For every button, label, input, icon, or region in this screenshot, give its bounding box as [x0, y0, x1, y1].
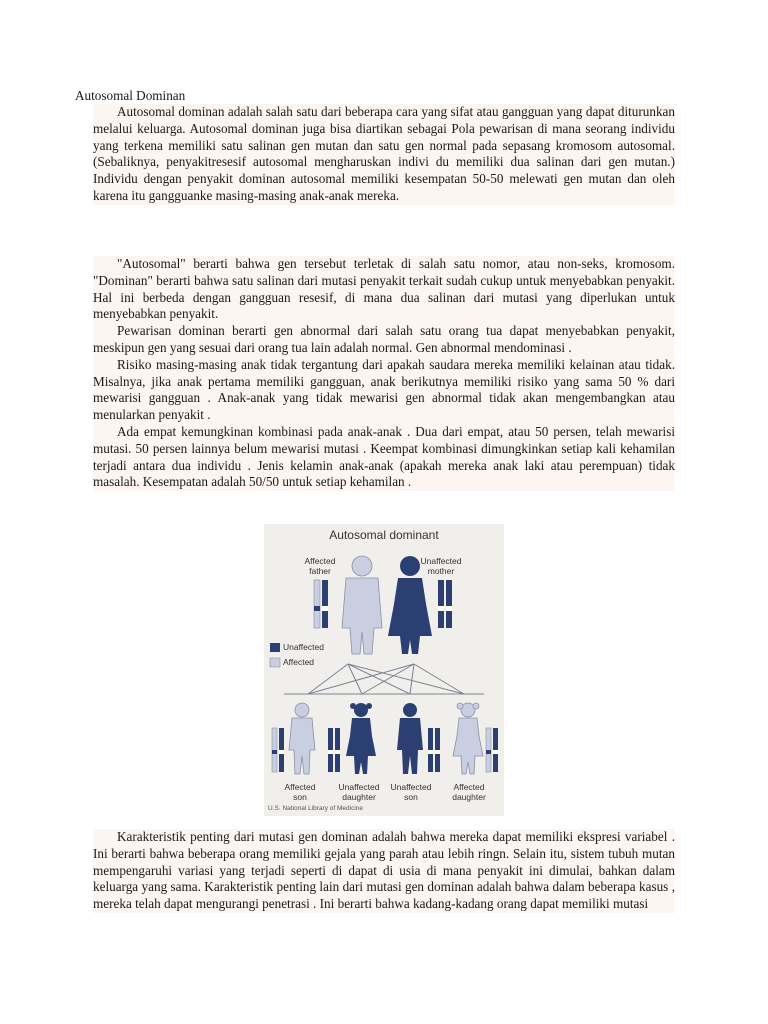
child-label-line1: Affected: [284, 782, 316, 792]
father-label-line2: father: [309, 566, 331, 576]
legend-swatch-affected: [270, 658, 280, 667]
father-label: [300, 556, 340, 576]
unaffected-son-chromosomes: [428, 728, 440, 772]
autosomal-dominant-figure: [264, 524, 504, 816]
child-label-line2: son: [404, 792, 418, 802]
paragraph: Karakteristik penting dari mutasi gen dominan adalah bahwa mereka dapat memiliki ekspresi variabel . Ini berarti bahwa beberapa orang memiliki gejala yang parah atau lebih ringn. Selain itu, sistem tubuh mutan mempengaruhi variasi yang terjadi seperti di dapat di usia di mana penyakit ini dimulai, bahkan dalam keluarga yang sama. Karakteristik penting lain dari mutasi gen dominan adalah bahwa dalam beberapa kasus , mereka telah dapat mengurangi penetrasi . Ini berarti bahwa kadang-kadang orang dapat memiliki mutasi: [93, 829, 675, 912]
child-label-affected-daughter: [444, 782, 494, 802]
child-label-line1: Unaffected: [338, 782, 380, 792]
paragraph: Risiko masing-masing anak tidak tergantung dari apakah saudara mereka memiliki kelainan atau tidak. Misalnya, jika anak pertama memiliki gangguan, anak berikutnya memiliki risiko yang sama 50 % dari mewarisi gangguan . Anak-anak yang tidak mewarisi gen abnormal tidak akan mengembangkan atau menularkan penyakit .: [93, 356, 675, 423]
affected-daughter-figure: [453, 703, 483, 774]
mother-label-line2: mother: [427, 566, 455, 576]
legend-swatch-unaffected: [270, 643, 280, 652]
father-chromosomes: [314, 580, 328, 628]
paragraph: "Autosomal" berarti bahwa gen tersebut terletak di salah satu nomor, atau non-seks, kromosom. "Dominan" berarti bahwa satu salinan dari mutasi penyakit terkait sudah cukup untuk menyebabkan penyakit. Hal ini berbeda dengan gangguan resesif, di mana dua salinan dari mutasi yang diperlukan untuk menyebabkan penyakit.: [93, 256, 675, 322]
paragraph: Pewarisan dominan berarti gen abnormal dari salah satu orang tua dapat menyebabkan penyakit, meskipun gen yang sesuai dari orang tua lain adalah normal. Gen abnormal mendominasi .: [93, 323, 675, 355]
unaffected-daughter-figure: [346, 703, 376, 774]
unaffected-son-figure: [397, 703, 423, 774]
text-block-characteristics: [93, 829, 675, 913]
legend-label-unaffected: Unaffected: [283, 642, 324, 652]
child-label-line2: daughter: [342, 792, 376, 802]
affected-father-figure: [342, 556, 382, 654]
child-label-line1: Unaffected: [390, 782, 432, 792]
son-chromosomes: [272, 728, 284, 772]
legend-label-affected: Affected: [283, 657, 315, 667]
paragraph: Autosomal dominan adalah salah satu dari beberapa cara yang sifat atau gangguan yang dapat diturunkan melalui keluarga. Autosomal dominan juga bisa diartikan sebagai Pola pewarisan di mana seorang individu yang terkena memiliki satu salinan gen mutan dan satu gen normal pada sepasang kromosom autosomal. (Sebaliknya, penyakitresesif autosomal mengharuskan indivi du memiliki dua salinan dari gen mutan.) Individu dengan penyakit dominan autosomal memiliki kesempatan 50-50 melewati gen mutan dan oleh karena itu gangguanke masing-masing anak-anak mereka.: [93, 104, 675, 203]
text-block-details: [93, 256, 675, 491]
child-label-line1: Affected: [453, 782, 485, 792]
document-heading: Autosomal Dominan: [75, 88, 186, 103]
mother-label-line1: Unaffected: [420, 556, 462, 566]
daughter-chromosomes: [328, 728, 340, 772]
inheritance-lines: [284, 664, 484, 694]
affected-daughter-chromosomes: [486, 728, 498, 772]
mother-label: [418, 556, 464, 576]
text-block-intro: [93, 104, 675, 205]
mother-chromosomes: [438, 580, 452, 628]
child-label-line2: daughter: [452, 792, 486, 802]
child-label-line2: son: [293, 792, 307, 802]
figure-title: Autosomal dominant: [329, 528, 439, 542]
child-label-affected-son: [278, 782, 322, 802]
paragraph: Ada empat kemungkinan kombinasi pada anak-anak . Dua dari empat, atau 50 persen, telah mewarisi mutasi. 50 persen lainnya belum mewarisi mutasi . Keempat kombinasi dimungkinkan setiap kali kehamilan terjadi antara dua individu . Jenis kelamin anak-anak (apakah mereka anak laki atau perempuan) tidak masalah. Kesempatan adalah 50/50 untuk setiap kehamilan .: [93, 423, 675, 490]
child-label-unaffected-daughter: [334, 782, 384, 802]
affected-son-figure: [289, 703, 315, 774]
child-label-unaffected-son: [386, 782, 436, 802]
figure-credit: U.S. National Library of Medicine: [268, 805, 364, 812]
father-label-line1: Affected: [304, 556, 336, 566]
